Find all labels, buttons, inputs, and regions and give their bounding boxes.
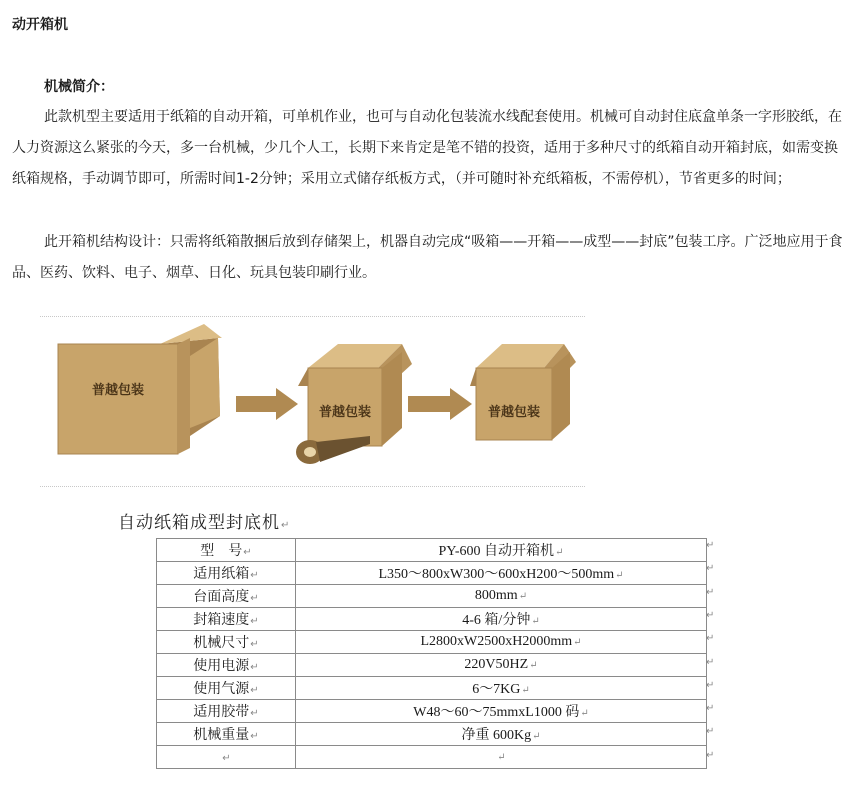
- spec-label: [157, 562, 296, 585]
- spec-table-row: [157, 654, 707, 677]
- spec-label-text: 使用电源: [193, 658, 250, 674]
- spec-table-row: [157, 608, 707, 631]
- paragraph-mark: ↵: [250, 731, 259, 742]
- process-arrow-icon: [236, 388, 298, 420]
- spec-table-row: [157, 700, 707, 723]
- spec-value: [296, 585, 707, 608]
- carton-brand-text: 普越包装: [487, 405, 541, 420]
- spec-label: [157, 631, 296, 654]
- figure-bottom-border: [40, 486, 585, 487]
- spec-table-row: [157, 723, 707, 746]
- paragraph-mark: ↵: [518, 591, 528, 602]
- paragraph-mark: ↵: [250, 685, 259, 696]
- spec-label: [157, 608, 296, 631]
- spec-value-text: L350～800xW300～600xH200～500mm: [378, 567, 615, 582]
- paragraph-mark: ↵: [222, 753, 231, 764]
- carton-stage-2: [296, 344, 412, 464]
- paragraph-mark: ↵: [521, 685, 530, 696]
- spec-value: [296, 631, 707, 654]
- spec-label-text: 适用纸箱: [193, 566, 250, 582]
- table-caption-text: 自动纸箱成型封底机: [118, 513, 280, 533]
- spec-table: [156, 538, 707, 769]
- spec-value: [296, 746, 707, 769]
- row-end-mark: ↵: [706, 679, 715, 691]
- spec-label: [157, 654, 296, 677]
- row-end-mark: ↵: [706, 749, 715, 761]
- paragraph-mark: ↵: [250, 708, 259, 719]
- paragraph-mark: ↵: [250, 616, 259, 627]
- paragraph-mark: ↵: [615, 570, 624, 581]
- row-end-mark: ↵: [706, 703, 715, 715]
- spec-label-text: 机械尺寸: [193, 635, 250, 651]
- spec-value: [296, 677, 707, 700]
- row-end-mark: ↵: [706, 586, 715, 598]
- spec-table-row: [157, 631, 707, 654]
- spec-value-text: 800mm: [474, 588, 518, 603]
- row-end-mark: ↵: [706, 609, 715, 621]
- spec-value: [296, 562, 707, 585]
- spec-value: [296, 700, 707, 723]
- spec-label-text: 封箱速度: [193, 612, 250, 628]
- carton-stage-1: [58, 324, 222, 454]
- spec-label: [157, 723, 296, 746]
- spec-value: [296, 723, 707, 746]
- paragraph-mark: ↵: [532, 731, 541, 742]
- spec-table-row: [157, 746, 707, 769]
- spec-label: [157, 746, 296, 769]
- intro-paragraph-1: 此款机型主要适用于纸箱的自动开箱，可单机作业，也可与自动化包装流水线配套使用。机械可自动封住底盒单条一字形胶纸，在人力资源这么紧张的今天，多一台机械，少几个人工，长期下来肯定是笔不错的投资，适用于多种尺寸的纸箱自动开箱封底，如需变换纸箱规格，手动调节即可，所需时间1-2分钟；采用立式储存纸板方式，（并可随时补充纸箱板，不需停机），节省更多的时间；: [12, 109, 842, 187]
- row-end-mark: ↵: [706, 726, 715, 738]
- spec-table-row: [157, 562, 707, 585]
- paragraph-mark: ↵: [250, 570, 259, 581]
- spec-value-text: 6～7KG: [472, 682, 521, 697]
- paragraph-mark: ↵: [250, 593, 259, 604]
- paragraph-mark: ↵: [250, 639, 259, 650]
- carton-brand-text: 普越包装: [91, 383, 145, 398]
- carton-process-illustration: [40, 316, 590, 492]
- intro-paragraph-2: 此开箱机结构设计：只需将纸箱散捆后放到存储架上，机器自动完成“吸箱——开箱——成型——封底”包装工序。广泛地应用于食品、医药、饮料、电子、烟草、日化、玩具包装印刷行业。: [12, 234, 843, 281]
- spec-label: [157, 539, 296, 562]
- process-arrow-icon: [408, 388, 472, 420]
- intro-heading: 机械简介：: [44, 79, 114, 95]
- paragraph-mark: ↵: [497, 752, 506, 763]
- spec-value-text: 净重 600Kg: [461, 728, 532, 743]
- spec-table-row: [157, 677, 707, 700]
- spec-label-text: 型 号: [200, 543, 243, 559]
- carton-brand-text: 普越包装: [318, 405, 372, 420]
- spec-value-text: W48～60～75mmxL1000 码: [413, 705, 580, 720]
- spec-value: [296, 654, 707, 677]
- spec-value-text: L2800xW2500xH2000mm: [420, 634, 573, 649]
- paragraph-mark: ↵: [555, 547, 564, 558]
- table-caption: [118, 508, 290, 533]
- spec-table-row: [157, 585, 707, 608]
- spec-label: [157, 677, 296, 700]
- spec-label: [157, 700, 296, 723]
- spec-label-text: 使用气源: [193, 681, 250, 697]
- paragraph-mark: ↵: [529, 660, 538, 671]
- spec-value: [296, 608, 707, 631]
- page-title: 动开箱机: [12, 17, 68, 33]
- spec-label-text: 台面高度: [193, 589, 250, 605]
- row-end-mark: ↵: [706, 633, 715, 645]
- spec-value-text: 4-6 箱/分钟: [462, 613, 531, 628]
- paragraph-mark: ↵: [531, 616, 540, 627]
- spec-table-row: [157, 539, 707, 562]
- spec-label-text: 适用胶带: [193, 704, 250, 720]
- paragraph-mark: ↵: [573, 637, 582, 648]
- spec-label-text: 机械重量: [193, 727, 250, 743]
- paragraph-mark: ↵: [281, 520, 291, 531]
- spec-value-text: 220V50HZ: [464, 657, 529, 672]
- row-end-mark: ↵: [706, 656, 715, 668]
- carton-stage-3: [470, 344, 576, 440]
- paragraph-mark: ↵: [250, 662, 259, 673]
- row-end-mark: ↵: [706, 563, 715, 575]
- row-end-mark: ↵: [706, 540, 715, 551]
- paragraph-mark: ↵: [580, 708, 589, 719]
- paragraph-mark: ↵: [243, 547, 252, 558]
- spec-label: [157, 585, 296, 608]
- spec-value: [296, 539, 707, 562]
- spec-value-text: PY-600 自动开箱机: [438, 544, 555, 559]
